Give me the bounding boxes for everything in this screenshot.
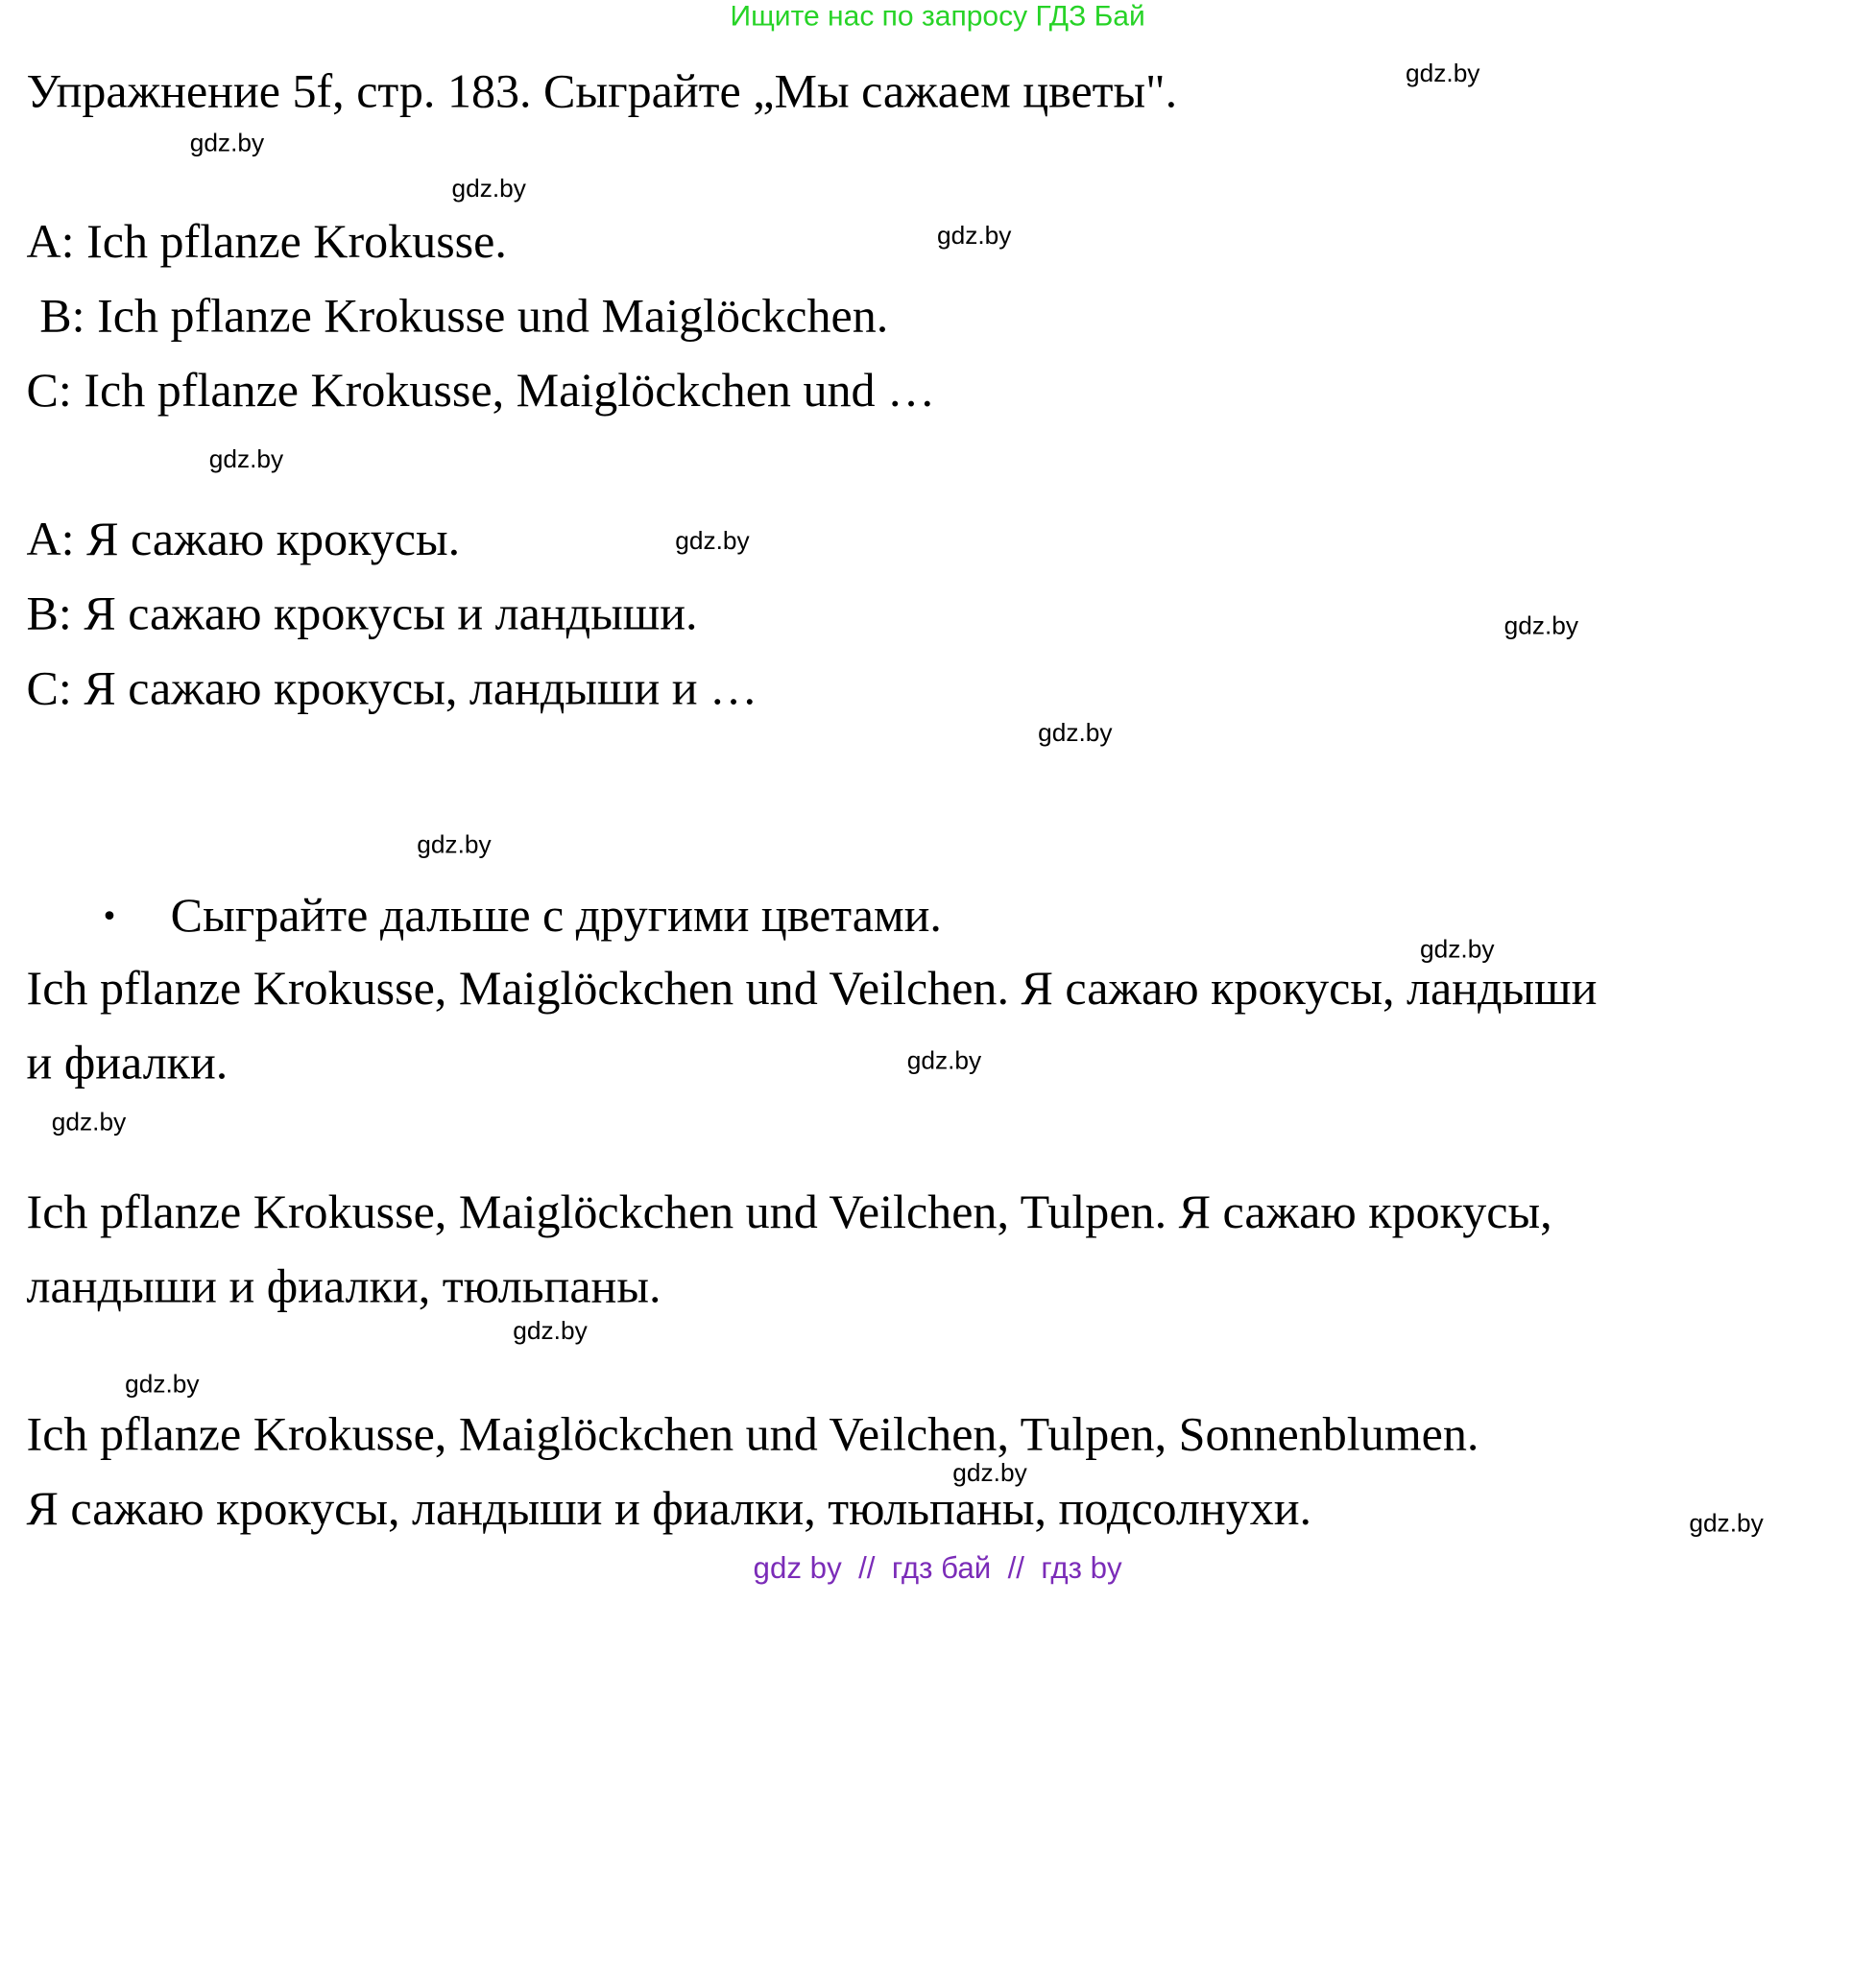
watermark: gdz.by bbox=[1503, 612, 1579, 640]
watermark: gdz.by bbox=[513, 1317, 588, 1346]
search-banner[interactable]: Ищите нас по запросу ГДЗ Бай bbox=[730, 0, 1145, 33]
watermark: gdz.by bbox=[125, 1370, 200, 1399]
footer-links[interactable]: gdz by // гдз бай // гдз by bbox=[753, 1551, 1122, 1586]
paragraph-3-line-1: Ich pflanze Krokusse, Maiglöckchen und Veilchen, Tulpen, Sonnenblumen. bbox=[26, 1406, 1479, 1461]
german-line-a: A: Ich pflanze Krokusse. bbox=[26, 213, 507, 269]
watermark: gdz.by bbox=[937, 222, 1012, 251]
exercise-title: Упражнение 5f, стр. 183. Сыграйте „Мы сажаем цветы". bbox=[26, 63, 1178, 118]
watermark: gdz.by bbox=[906, 1047, 982, 1075]
bullet-icon: • bbox=[101, 899, 118, 934]
watermark: gdz.by bbox=[189, 130, 265, 157]
watermark: gdz.by bbox=[451, 175, 526, 203]
watermark: gdz.by bbox=[1420, 935, 1495, 964]
watermark: gdz.by bbox=[417, 830, 492, 859]
watermark: gdz.by bbox=[208, 445, 284, 474]
paragraph-1-line-2: и фиалки. bbox=[26, 1035, 228, 1089]
watermark: gdz.by bbox=[1038, 719, 1113, 748]
bullet-instruction: Сыграйте дальше с другими цветами. bbox=[170, 887, 942, 943]
german-line-c: C: Ich pflanze Krokusse, Maiglöckchen und … bbox=[26, 362, 936, 418]
watermark: gdz.by bbox=[1406, 60, 1480, 88]
russian-line-a: А: Я сажаю крокусы. bbox=[26, 512, 461, 566]
german-line-b: B: Ich pflanze Krokusse und Maiglöckchen. bbox=[39, 288, 889, 343]
russian-line-b: В: Я сажаю крокусы и ландыши. bbox=[26, 586, 698, 640]
watermark: gdz.by bbox=[675, 527, 750, 556]
watermark: gdz.by bbox=[51, 1108, 127, 1137]
watermark: gdz.by bbox=[952, 1459, 1027, 1488]
paragraph-2-line-2: ландыши и фиалки, тюльпаны. bbox=[26, 1258, 661, 1313]
russian-line-c: С: Я сажаю крокусы, ландыши и … bbox=[26, 660, 758, 715]
paragraph-1-line-1: Ich pflanze Krokusse, Maiglöckchen und Veilchen. Я сажаю крокусы, ландыши bbox=[26, 961, 1598, 1016]
paragraph-2-line-1: Ich pflanze Krokusse, Maiglöckchen und Veilchen, Tulpen. Я сажаю крокусы, bbox=[26, 1184, 1552, 1239]
watermark: gdz.by bbox=[1689, 1509, 1764, 1538]
paragraph-3-line-2: Я сажаю крокусы, ландыши и фиалки, тюльпаны, подсолнухи. bbox=[26, 1480, 1312, 1536]
